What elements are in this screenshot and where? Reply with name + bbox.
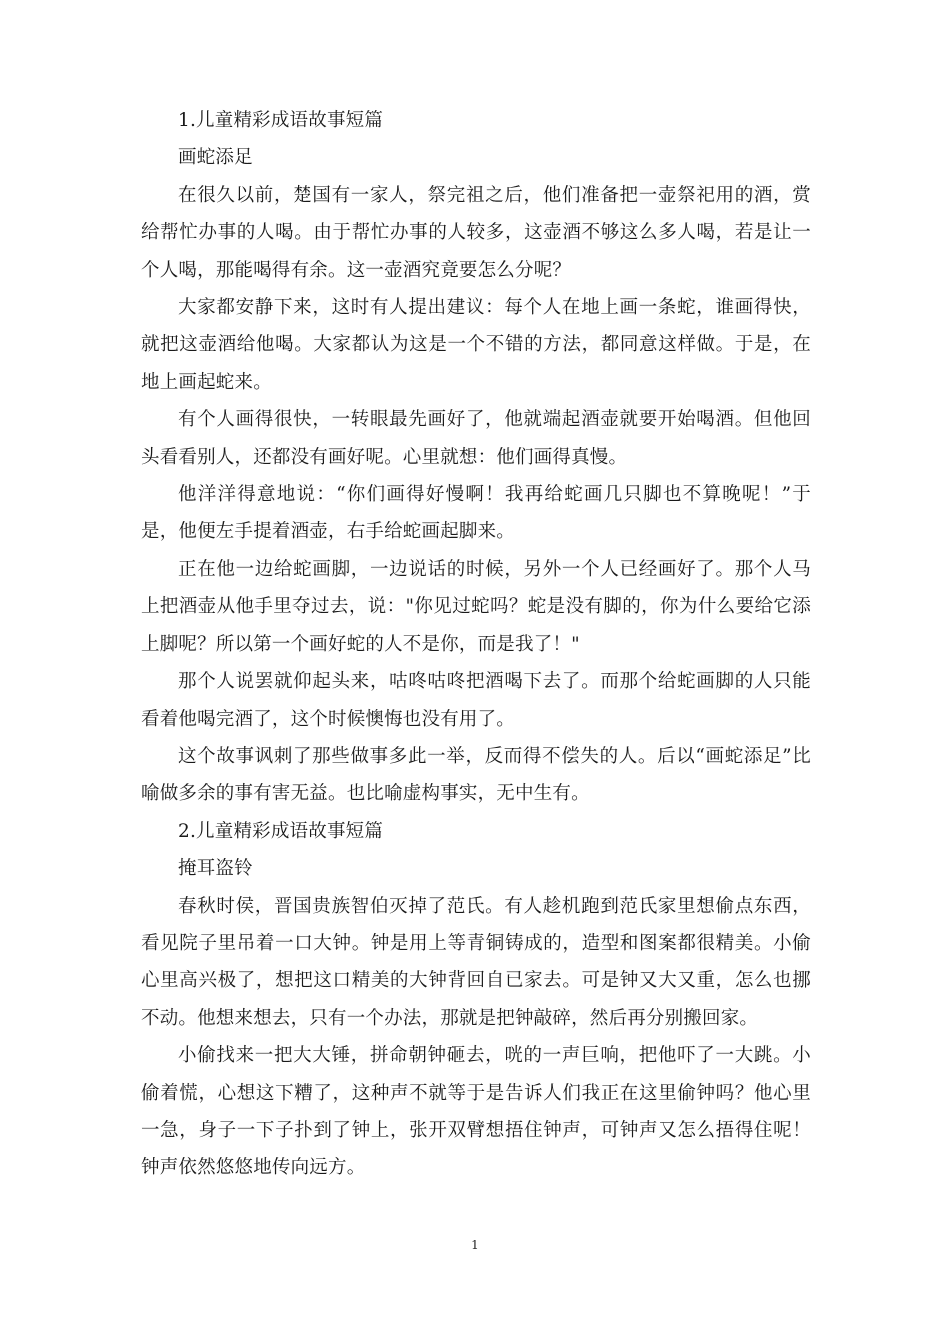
- section-heading-2: 2.儿童精彩成语故事短篇: [178, 820, 384, 842]
- paragraph: 他洋洋得意地说：“你们画得好慢啊！我再给蛇画几只脚也不算晚呢！”于是，他便左手提着酒壶，右手给蛇画起脚来。: [141, 484, 811, 543]
- paragraph: 在很久以前，楚国有一家人，祭完祖之后，他们准备把一壶祭祀用的酒，赏给帮忙办事的人喝。由于帮忙办事的人较多，这壶酒不够这么多人喝，若是让一个人喝，那能喝得有余。这一壶酒究竟要怎么分呢？: [141, 184, 811, 281]
- paragraph: 正在他一边给蛇画脚，一边说话的时候，另外一个人已经画好了。那个人马上把酒壶从他手里夺过去，说："你见过蛇吗？蛇是没有脚的，你为什么要给它添上脚呢？所以第一个画好蛇的人不是你，而是我了！": [141, 558, 811, 655]
- story-title-2: 掩耳盗铃: [178, 858, 253, 880]
- section-heading-1: 1.儿童精彩成语故事短篇: [178, 110, 384, 131]
- paragraph: 小偷找来一把大大锤，拼命朝钟砸去，咣的一声巨响，把他吓了一大跳。小偷着慌，心想这下糟了，这种声不就等于是告诉人们我正在这里偷钟吗？他心里一急，身子一下子扑到了钟上，张开双臂想捂住钟声，可钟声又怎么捂得住呢！钟声依然悠悠地传向远方。: [141, 1045, 811, 1179]
- paragraph: 那个人说罢就仰起头来，咕咚咕咚把酒喝下去了。而那个给蛇画脚的人只能看着他喝完酒了，这个时候懊悔也没有用了。: [141, 671, 811, 730]
- paragraph: 这个故事讽刺了那些做事多此一举，反而得不偿失的人。后以“画蛇添足”比喻做多余的事有害无益。也比喻虚构事实，无中生有。: [141, 745, 811, 805]
- story-title-1: 画蛇添足: [178, 147, 253, 169]
- paragraph: 有个人画得很快，一转眼最先画好了，他就端起酒壶就要开始喝酒。但他回头看看别人，还都没有画好呢。心里就想：他们画得真慢。: [141, 409, 811, 468]
- page-number: 1: [471, 1238, 479, 1252]
- paragraph: 大家都安静下来，这时有人提出建议：每个人在地上画一条蛇，谁画得快，就把这壶酒给他喝。大家都认为这是一个不错的方法，都同意这样做。于是，在地上画起蛇来。: [141, 297, 811, 393]
- paragraph: 春秋时侯，晋国贵族智伯灭掉了范氏。有人趁机跑到范氏家里想偷点东西，看见院子里吊着一口大钟。钟是用上等青铜铸成的，造型和图案都很精美。小偷心里高兴极了，想把这口精美的大钟背回自已家去。可是钟又大又重，怎么也挪不动。他想来想去，只有一个办法，那就是把钟敲碎，然后再分别搬回家。: [141, 895, 811, 1029]
- document-body: [141, 102, 811, 1187]
